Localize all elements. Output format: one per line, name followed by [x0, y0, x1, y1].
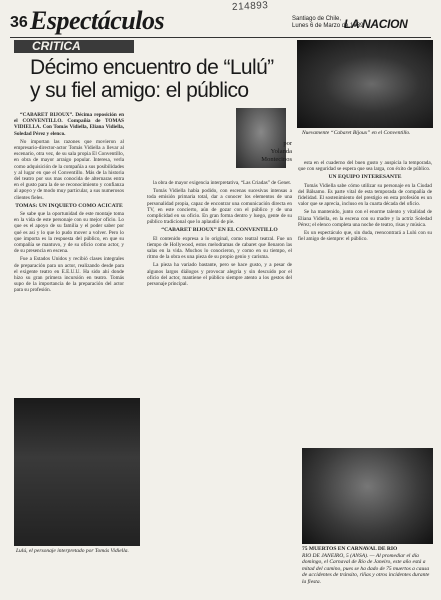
paragraph: La pieza ha variado bastante, pero se hace gusto, y a pesar de algunos largos diálogos y provocar alegría y sin descuido por el oficio del actor, mantiene el público siempre atento a los gestos del personaje principal.: [147, 262, 292, 288]
caption-top: Nuevamente “Cabaret Bijoux” en el Conventillo.: [302, 130, 411, 136]
page-header: [10, 6, 431, 36]
caption-left: Lulú, el personaje interpretado por Tomás Vidiella.: [16, 548, 129, 554]
paragraph: Se ha mantenido, junto con el enorme talento y vitalidad de Eliana Vidiella, en la escena con su madre y la actriz Soledad Pérez; el elenco completa una noche de teatro, risas y música.: [298, 209, 432, 228]
subhead: “CABARET BIJOUX” EN EL CONVENTILLO: [161, 227, 278, 234]
section-title: Espectáculos: [30, 6, 165, 35]
article-column-1: [14, 112, 124, 396]
archive-stamp: 214893: [231, 0, 269, 13]
carnival-caption-title: 75 MUERTOS EN CARNAVAL DE RIO: [302, 546, 398, 552]
page-number: 36: [10, 14, 28, 31]
actor-photo-top: [297, 40, 433, 128]
paragraph: Se sabe que la oportunidad de este montaje toma en la vida de este personaje con su mejor oficio. Lo que es el apoyo de su familia y el poder saber por qué es así y lo que lo pudo mover a volver. Pero lo que importa es la respuesta del público, en que su compañía se mantuvo, y de su oficio como actor, y de su presencia en escena.: [14, 211, 124, 255]
paragraph: Es un espectáculo que, sin duda, reencontrará a Lulú con su fiel amigo de siempre: el público.: [298, 230, 432, 243]
paragraph: Tomás Vidiella había podido, con escenas sucesivas intensas a toda emisión primaria total, dar a conocer los elementos de una personalidad propia, capaz de encontrar una comunicación directa en TV, en este concierto, aún de gozar con el público y de una complicidad en su oficio. En gran forma dentro y luego, gente de su público tradicional que lo aplaudió de pie.: [147, 188, 292, 226]
byline-name2: Montecinos: [261, 156, 292, 163]
subhead: TOMAS: UN INQUIETO COMO ACICATE: [15, 202, 123, 209]
newspaper-logo: LA NACION: [344, 17, 408, 31]
byline-name1: Yolanda: [270, 148, 292, 155]
critica-banner: CRITICA: [14, 40, 134, 53]
article-column-4: [298, 160, 432, 442]
paragraph: Fue a Estados Unidos y recibió clases integrales de preparación para un actor, realizando desde para el exigente teatro en E.E.U.U. Ha sido ahí donde hizo su gran primera incursión en teatro. Tomás supo de la importancia de la preparación del actor para su profesión.: [14, 256, 124, 294]
article-column-3: [147, 180, 292, 552]
caption-right: [302, 546, 433, 585]
paragraph: Tomás Vidiella sabe cómo utilizar su personaje en la Ciudad del Bálsamo. Es parte vital de esta temporada de compañía de fidelidad. El sostenimiento del prestigio en esta profesión es un valor que se aprecia, incluso en la cuarta década del oficio.: [298, 182, 432, 208]
date-full: Lunes 6 de Marzo de 1989: [292, 23, 364, 29]
carnival-photo: [302, 448, 433, 544]
date-city: Santiago de Chile,: [292, 16, 342, 22]
subhead: UN EQUIPO INTERESANTE: [328, 174, 402, 181]
carnival-caption-text: RIO DE JANEIRO, 5 (ANSA). — Al promediar el día domingo, el Carnaval de Río de Janeiro, este año está a mitad del camino, pues se ha dado de 75 muertos a causa de accidentes de tránsito, riñas y otros incidentes durante la fiesta.: [302, 552, 430, 585]
byline: [232, 140, 292, 164]
lulu-photo: [14, 398, 140, 546]
byline-por: por: [283, 140, 292, 147]
article-lede: “CABARET BIJOUX”. Décima reposición en el CONVENTILLO. Compañía de TOMAS VIDIELLA. Con Tomás Vidiella, Eliana Vidiella, Soledad Pérez y elenco.: [14, 112, 124, 137]
paragraph: El contenido expresa a lo original, como teatral teatral. Fue un tiempo de Hollywood, estos melodramas de cabaret que llenaron las salas en la vida. Muchos lo conocieron, y como en su tiempo, el ritmo de la obra es una pieza de su propio genio y carisma.: [147, 235, 292, 261]
paragraph: esta en el cuaderno del buen gusto y auspicia la temporada, que con seguridad se espera que sea larga, con éxito de público.: [298, 160, 432, 173]
header-rule: [10, 37, 431, 38]
article-headline: Décimo encuentro de “Lulú” y su fiel amigo: el público: [30, 56, 274, 102]
paragraph: No importan las razones que movieron al empresario-director-actor Tomás Vidiella a llevar al escenario, otra vez, de su sala propia El Conventillo, en obra de mayor arraigo popular. Interesa, verla como adquisición de la compañía a sus posibilidades y al lugar en que el Conventillo. Más de la historia del teatro por sus mas conocida de alternaras entra en el gusto para la de se reconocimiento y confianza al apoyo y de modo muy particular, a sus numerosos clientes fieles.: [14, 138, 124, 201]
paragraph: la obra de mayor exigencia interpretativa, “Las Criadas” de Genet.: [153, 180, 292, 186]
